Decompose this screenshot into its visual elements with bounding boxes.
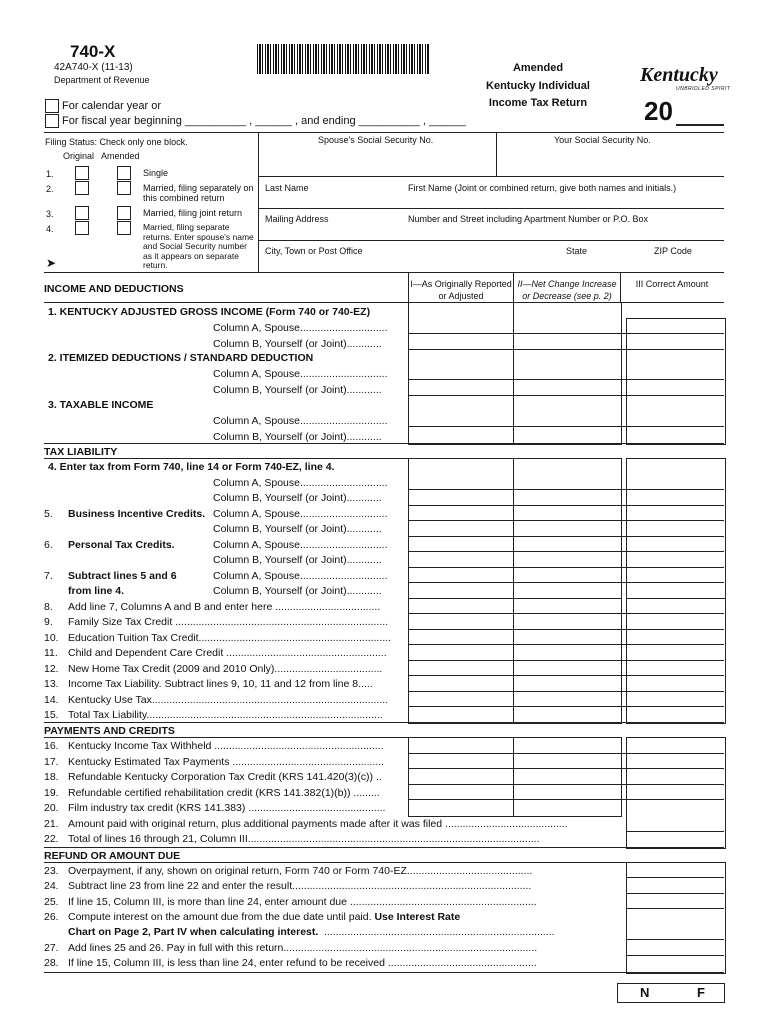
line-24-label: Subtract line 23 from line 22 and enter the result.................................................................................. (68, 880, 532, 892)
column-a-label: Column A, Spouse.............................. (213, 539, 388, 551)
city-label: City, Town or Post Office (265, 246, 363, 256)
column-a-label: Column A, Spouse.............................. (213, 322, 388, 334)
column-b-label: Column B, Yourself (or Joint)............ (213, 585, 382, 597)
line-17-label: Kentucky Estimated Tax Payments .................................................... (68, 756, 385, 768)
status-married-separate-returns-label: Married, filing separate returns. Enter spouse's name and Social Security number as it appears on separate return. (143, 222, 254, 270)
form-number: 740-X (70, 42, 116, 61)
your-ssn-field[interactable] (540, 152, 680, 174)
title-line2: Kentucky Individual (486, 80, 590, 92)
status-num: 2. (46, 184, 54, 194)
line-11-label: Child and Dependent Care Credit ....................................................... (68, 647, 387, 659)
city-state-zip-field[interactable] (262, 258, 722, 270)
line-27-label: Add lines 25 and 26. Pay in full with this return....................................................................................... (68, 942, 538, 954)
column-b-label: Column B, Yourself (or Joint)............ (213, 384, 382, 396)
column-b-label: Column B, Yourself (or Joint)............ (213, 492, 382, 504)
form-code: 42A740-X (11-13) (54, 62, 133, 73)
section-refund: REFUND OR AMOUNT DUE (44, 850, 181, 862)
tax-year: 20 (644, 96, 673, 126)
line-7-label: Subtract lines 5 and 6 (68, 570, 177, 582)
line-28-label: If line 15, Column III, is less than line 24, enter refund to be received ................................................... (68, 957, 537, 969)
line-15-label: Total Tax Liability................................................................................. (68, 709, 383, 721)
line-3-label: 3. TAXABLE INCOME (48, 399, 154, 411)
line-25-label: If line 15, Column III, is more than line 24, enter amount due ................................................................ (68, 896, 537, 908)
line-16-label: Kentucky Income Tax Withheld .......................................................... (68, 740, 384, 752)
section-tax-liability: TAX LIABILITY (44, 446, 118, 458)
status-num: 3. (46, 209, 54, 219)
line-7-label-cont: from line 4. (68, 585, 125, 597)
calendar-year-checkbox[interactable] (45, 99, 59, 113)
arrow-right-icon: ➤ (46, 256, 57, 270)
single-amended-checkbox[interactable] (117, 166, 131, 180)
line-22-label: Total of lines 16 through 21, Column III.................................................................................................... (68, 833, 540, 845)
column-a-label: Column A, Spouse.............................. (213, 477, 388, 489)
calendar-year-label: For calendar year or (62, 100, 162, 112)
col-amended: Amended (101, 151, 140, 161)
line-18-label: Refundable Kentucky Corporation Tax Credit (KRS 141.420(3)(c)) .. (68, 771, 382, 783)
column-a-label: Column A, Spouse.............................. (213, 415, 388, 427)
fiscal-year-checkbox[interactable] (45, 114, 59, 128)
col-original: Original (63, 151, 95, 161)
married-separately-amended-checkbox[interactable] (117, 181, 131, 195)
line-6-label: Personal Tax Credits. (68, 539, 175, 551)
title-line3: Income Tax Return (488, 97, 588, 109)
address-field[interactable] (262, 226, 722, 238)
filing-status-heading: Filing Status: Check only one block. (45, 137, 188, 147)
logo-tagline: UNBRIDLED SPIRIT (676, 86, 731, 92)
line-20-label: Film industry tax credit (KRS 141.383) ............................................... (68, 802, 386, 814)
column-a-label: Column A, Spouse.............................. (213, 508, 388, 520)
office-code-box (617, 983, 725, 1003)
spouse-ssn-field[interactable] (310, 152, 450, 174)
title-line1: Amended (512, 62, 564, 74)
fiscal-year-label: For fiscal year beginning __________ , ______ , and ending __________ , ______ (62, 115, 466, 127)
first-name-label: First Name (Joint or combined return, give both names and initials.) (408, 183, 677, 193)
line-1-label: 1. KENTUCKY ADJUSTED GROSS INCOME (Form 740 or 740-EZ) (48, 306, 371, 318)
code-n: N (640, 985, 650, 1000)
your-ssn-label: Your Social Security No. (554, 135, 651, 145)
barcode (257, 44, 429, 74)
col2-fields-lines-4-7[interactable] (513, 458, 622, 600)
state-label: State (566, 246, 588, 256)
line-10-label: Education Tuition Tax Credit.................................................................. (68, 632, 392, 644)
married-separate-returns-amended-checkbox[interactable] (117, 221, 131, 235)
section-income: INCOME AND DEDUCTIONS (44, 283, 184, 295)
married-separately-original-checkbox[interactable] (75, 181, 89, 195)
last-name-label: Last Name (265, 183, 309, 193)
line-26-label-cont: Chart on Page 2, Part IV when calculating interest. (68, 926, 319, 938)
street-label: Number and Street including Apartment Number or P.O. Box (408, 214, 648, 224)
column-a-label: Column A, Spouse.............................. (213, 368, 388, 380)
status-num: 1. (46, 169, 54, 179)
status-married-separately-label: Married, filing separately on this combined return (143, 183, 254, 203)
line-21-label: Amount paid with original return, plus additional payments made after it was filed .......................................... (68, 818, 568, 830)
line-12-label: New Home Tax Credit (2009 and 2010 Only)..................................... (68, 663, 383, 675)
column-a-label: Column A, Spouse.............................. (213, 570, 388, 582)
line-26-label: Compute interest on the amount due from the due date until paid. Use Interest Rate (68, 911, 461, 923)
line-2-label: 2. ITEMIZED DEDUCTIONS / STANDARD DEDUCTION (48, 352, 314, 364)
col1-fields-lines-4-7[interactable] (408, 458, 515, 600)
code-f: F (697, 985, 705, 1000)
spouse-ssn-label: Spouse's Social Security No. (318, 135, 434, 145)
col3-fields-lines-4-7[interactable] (626, 458, 726, 600)
married-joint-amended-checkbox[interactable] (117, 206, 131, 220)
col1-header: I—As Originally Reported or Adjusted (410, 279, 512, 301)
married-separate-returns-original-checkbox[interactable] (75, 221, 89, 235)
line-5-label: Business Incentive Credits. (68, 508, 206, 520)
col2-fields-lines-1-3[interactable] (513, 302, 622, 445)
status-married-joint-label: Married, filing joint return (143, 208, 243, 218)
line-23-label: Overpayment, if any, shown on original return, Form 740 or Form 740-EZ........................................... (68, 865, 533, 877)
column-b-label: Column B, Yourself (or Joint)............ (213, 523, 382, 535)
kentucky-logo: Kentucky (640, 64, 718, 86)
zip-label: ZIP Code (654, 246, 692, 256)
column-b-label: Column B, Yourself (or Joint)............ (213, 554, 382, 566)
single-original-checkbox[interactable] (75, 166, 89, 180)
column-b-label: Column B, Yourself (or Joint)............ (213, 431, 382, 443)
status-single-label: Single (143, 168, 169, 178)
col1-fields-lines-16-20[interactable] (408, 737, 515, 817)
line-4-label: 4. Enter tax from Form 740, line 14 or Form 740-EZ, line 4. (48, 461, 335, 473)
col1-fields-lines-1-3[interactable] (408, 302, 515, 445)
line-13-label: Income Tax Liability. Subtract lines 9, 10, 11 and 12 from line 8..... (68, 678, 373, 690)
line-19-label: Refundable certified rehabilitation credit (KRS 141.382(1)(b)) ......... (68, 787, 380, 799)
col3-header: III Correct Amount (635, 279, 709, 289)
married-joint-original-checkbox[interactable] (75, 206, 89, 220)
department: Department of Revenue (54, 75, 150, 85)
col2-fields-lines-16-20[interactable] (513, 737, 622, 817)
col2-header: II—Net Change Increase or Decrease (see p. 2) (517, 279, 617, 301)
col3-fields-lines-23-28[interactable] (626, 862, 726, 974)
section-payments: PAYMENTS AND CREDITS (44, 725, 175, 737)
line-9-label: Family Size Tax Credit ......................................................................... (68, 616, 389, 628)
name-field[interactable] (262, 195, 722, 207)
mailing-address-label: Mailing Address (265, 214, 329, 224)
column-b-label: Column B, Yourself (or Joint)............ (213, 338, 382, 350)
status-num: 4. (46, 224, 54, 234)
line-8-label: Add line 7, Columns A and B and enter here .................................... (68, 601, 381, 613)
line-14-label: Kentucky Use Tax................................................................................. (68, 694, 389, 706)
